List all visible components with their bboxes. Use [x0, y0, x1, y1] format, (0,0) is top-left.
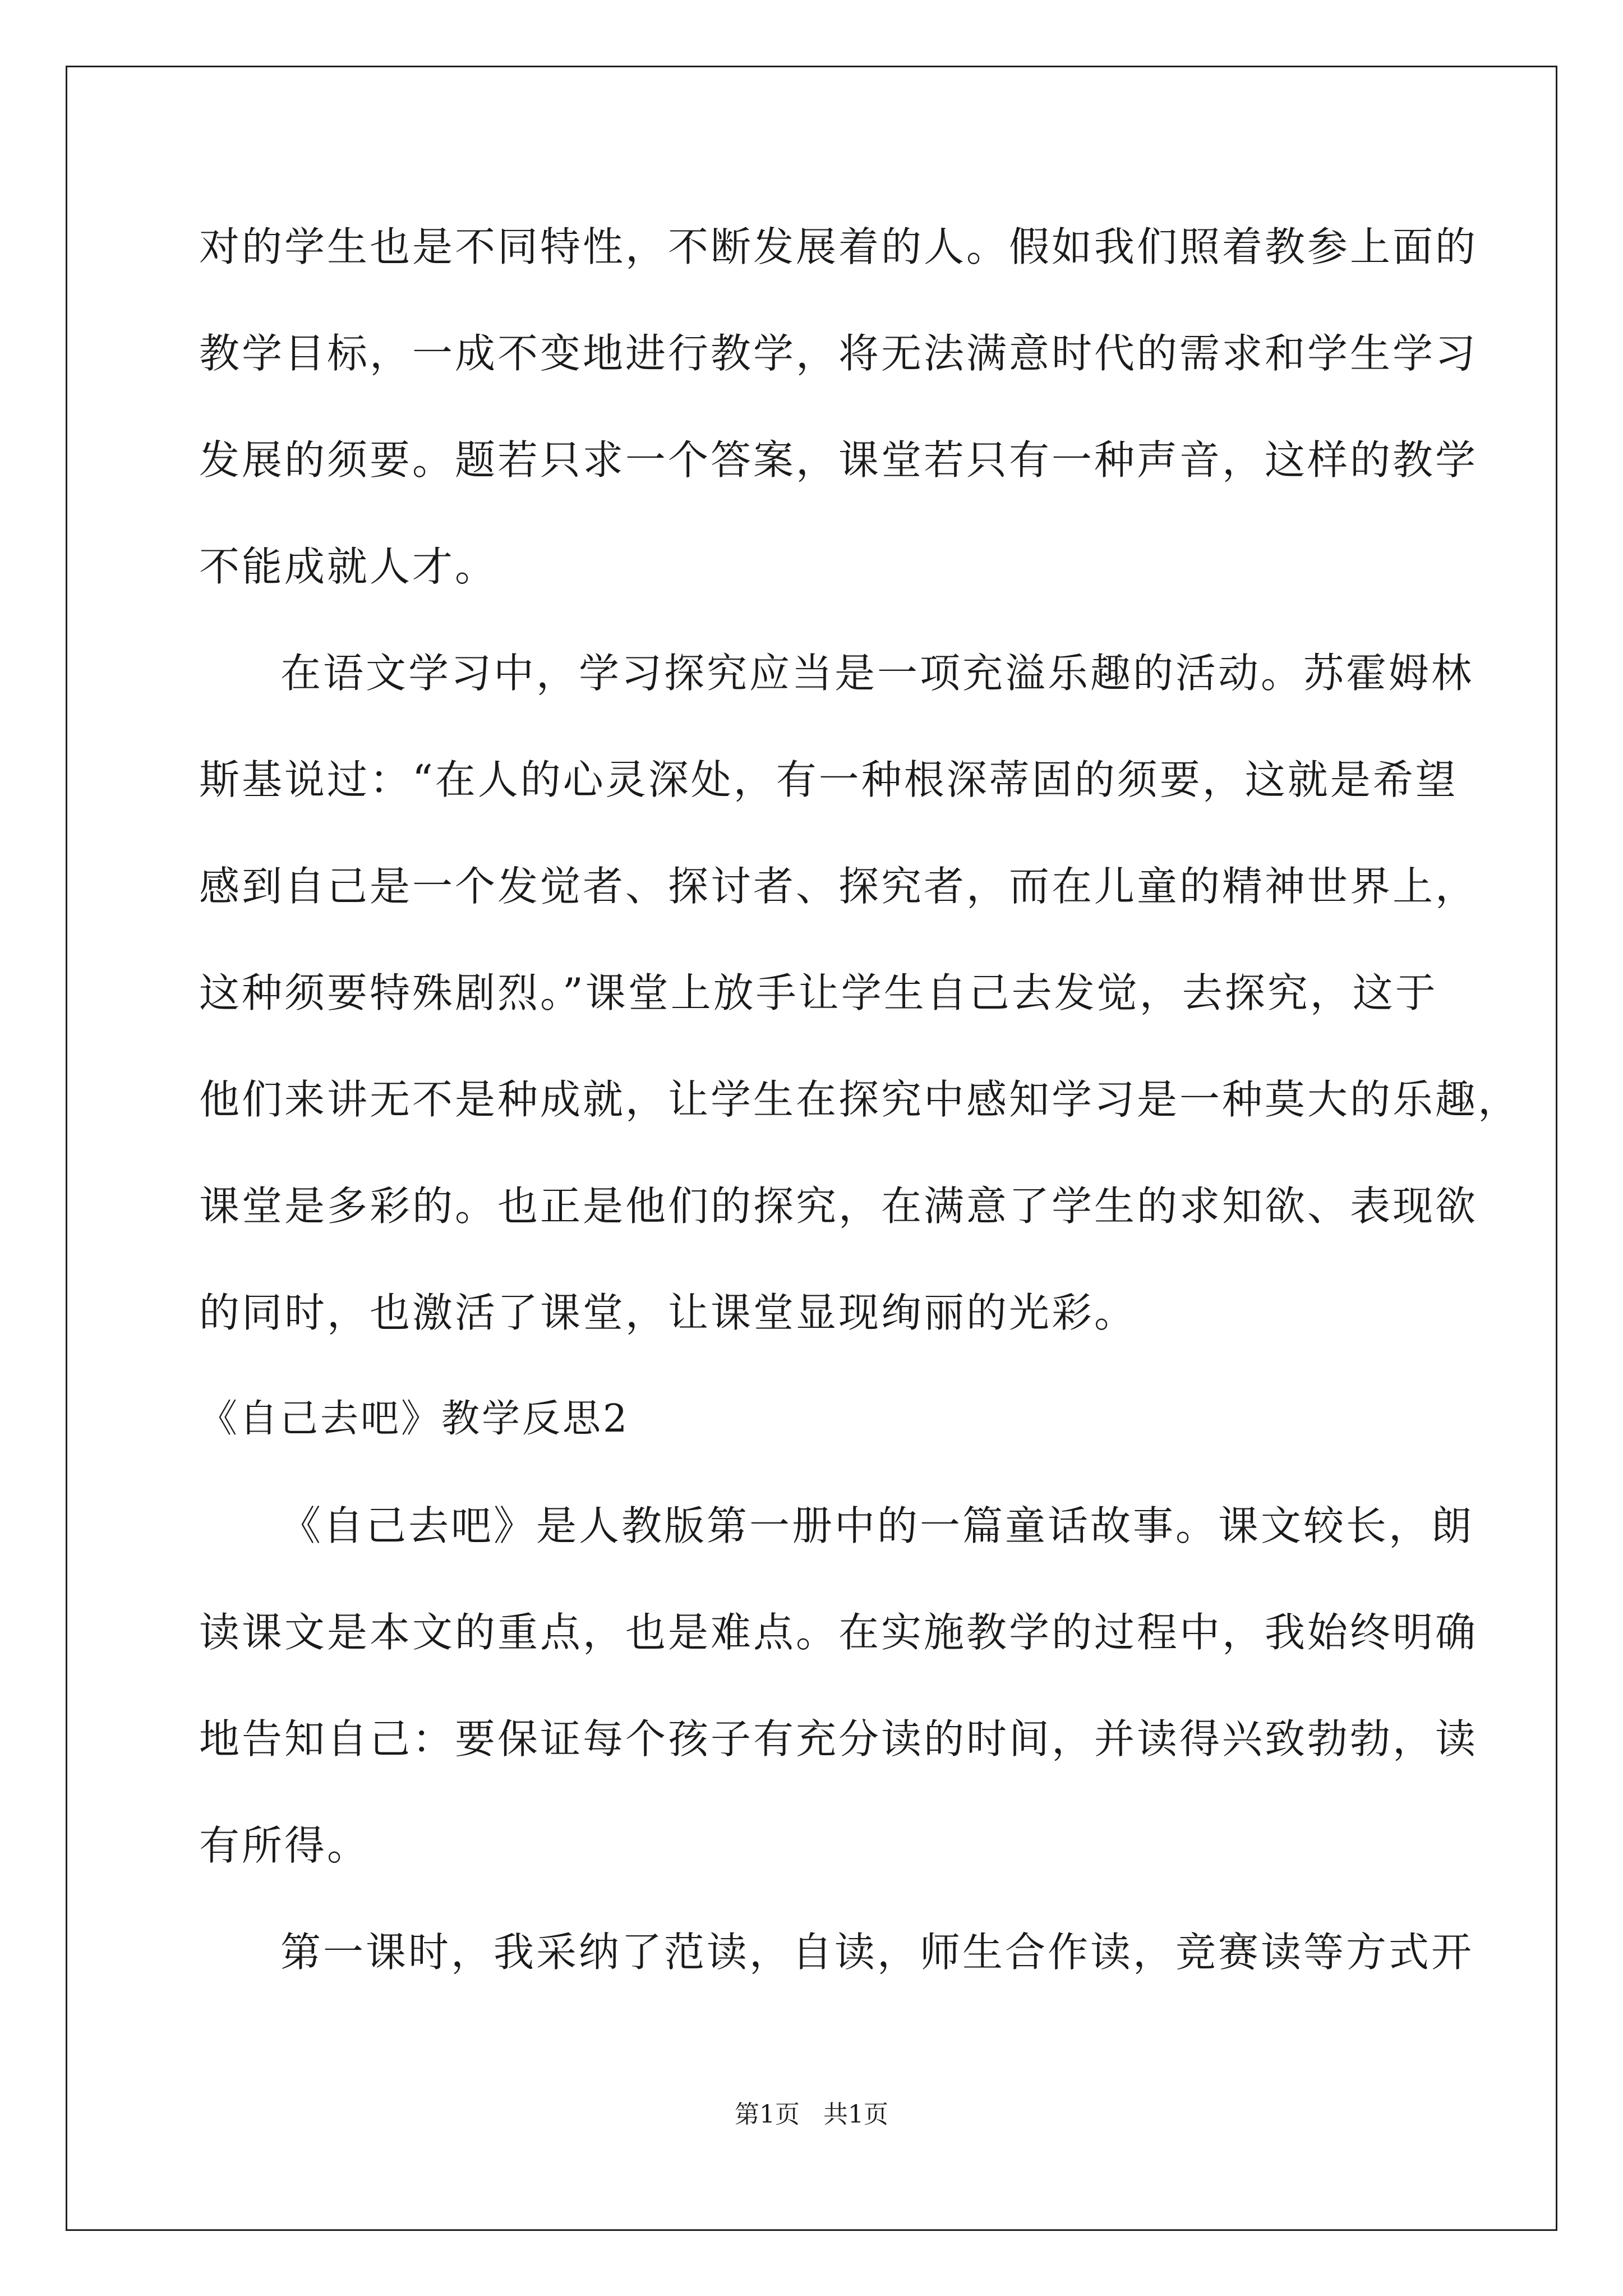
text-line: 发展的须要。题若只求一个答案，课堂若只有一种声音，这样的教学 [199, 436, 1478, 484]
text-line: 课堂是多彩的。也正是他们的探究，在满意了学生的求知欲、表现欲 [199, 1182, 1478, 1230]
text-line: 第一课时，我采纳了范读，自读，师生合作读，竞赛读等方式开 [280, 1929, 1474, 1976]
text-line: 教学目标，一成不变地进行教学，将无法满意时代的需求和学生学习 [199, 330, 1478, 377]
text-line: 斯基说过：“在人的心灵深处，有一种根深蒂固的须要，这就是希望 [199, 756, 1458, 803]
document-body [199, 216, 1521, 2028]
text-line: 他们来讲无不是种成就，让学生在探究中感知学习是一种莫大的乐趣， [199, 1076, 1521, 1123]
text-line: 对的学生也是不同特性，不断发展着的人。假如我们照着教参上面的 [199, 223, 1478, 270]
text-line: 不能成就人才。 [199, 543, 498, 590]
text-line: 的同时，也激活了课堂，让课堂显现绚丽的光彩。 [199, 1289, 1137, 1336]
text-line: 这种须要特殊剧烈。”课堂上放手让学生自己去发觉，去探究，这于 [199, 969, 1438, 1016]
section-heading: 《自己去吧》教学反思2 [199, 1397, 630, 1441]
text-line: 感到自己是一个发觉者、探讨者、探究者，而在儿童的精神世界上， [199, 863, 1478, 910]
text-line: 地告知自己：要保证每个孩子有充分读的时间，并读得兴致勃勃，读 [199, 1715, 1478, 1763]
text-line: 《自己去吧》是人教版第一册中的一篇童话故事。课文较长，朗 [280, 1502, 1474, 1549]
text-line: 有所得。 [199, 1822, 370, 1869]
page-footer: 第1页 共1页 [735, 2100, 888, 2129]
text-line: 读课文是本文的重点，也是难点。在实施教学的过程中，我始终明确 [199, 1609, 1478, 1656]
text-line: 在语文学习中，学习探究应当是一项充溢乐趣的活动。苏霍姆林 [280, 650, 1474, 697]
